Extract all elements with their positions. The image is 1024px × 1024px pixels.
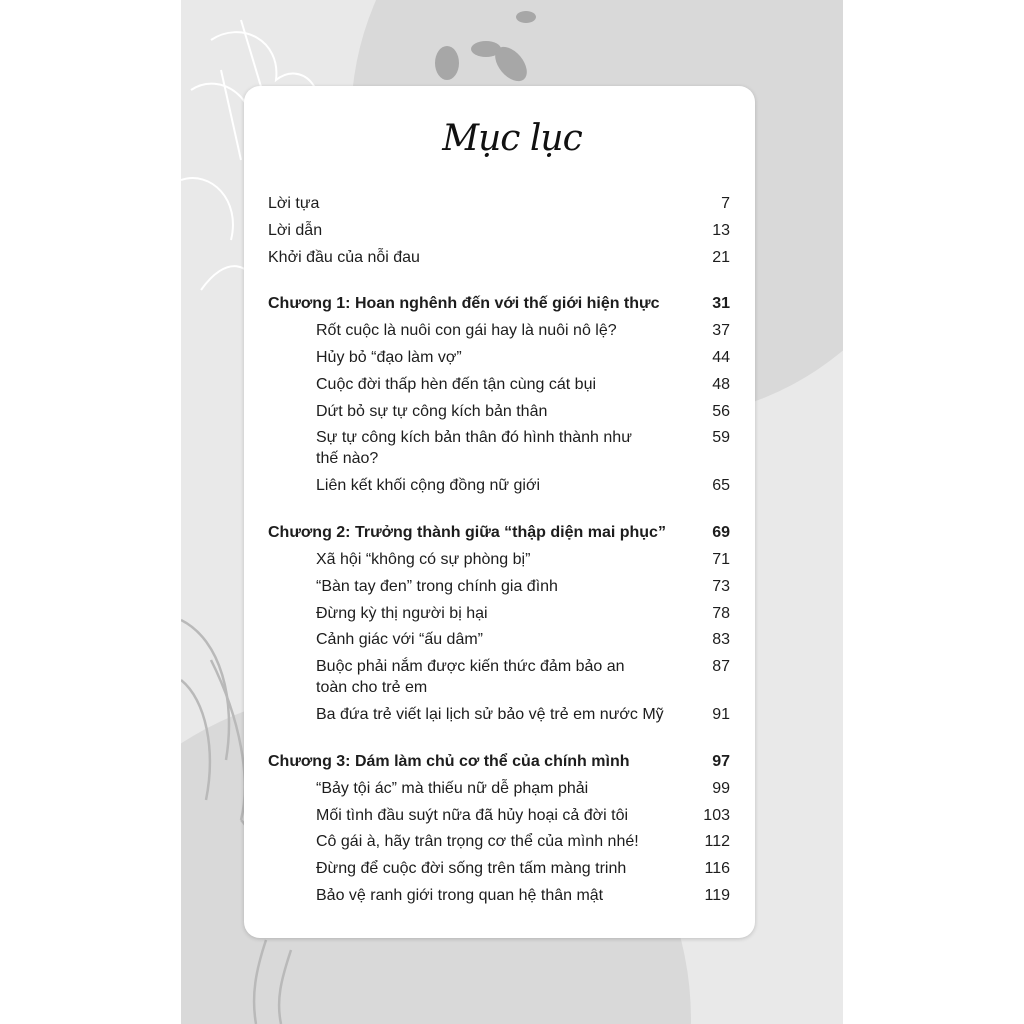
toc-page-number: 31 (712, 295, 730, 313)
toc-page-number: 78 (712, 604, 730, 622)
toc-entry-title: Mối tình đầu suýt nữa đã hủy hoại cả đời tôi (316, 806, 629, 824)
toc-entry-title: “Bảy tội ác” mà thiếu nữ dễ phạm phải (316, 779, 589, 797)
toc-page-number: 13 (712, 221, 730, 239)
toc-page-number: 7 (721, 195, 730, 212)
toc-page-number: 91 (712, 706, 730, 724)
toc-entry-title-continued: toàn cho trẻ em (316, 679, 428, 697)
toc-entry-title: Rốt cuộc là nuôi con gái hay là nuôi nô lệ? (316, 322, 617, 340)
toc-page-number: 87 (712, 658, 730, 676)
toc-entry-title: Lời tựa (268, 195, 320, 212)
toc-page-number: 73 (712, 577, 730, 595)
toc-entry-title: Liên kết khối cộng đồng nữ giới (316, 477, 541, 495)
toc-entry-title: Chương 2: Trưởng thành giữa “thập diện mai phục” (268, 524, 666, 542)
toc-page-number: 56 (712, 402, 730, 420)
toc-page-number: 112 (704, 833, 730, 851)
toc-entry-title: Đừng để cuộc đời sống trên tấm màng trinh (316, 860, 627, 878)
toc-page-number: 83 (712, 631, 730, 649)
toc-entry-title: Cuộc đời thấp hèn đến tận cùng cát bụi (316, 375, 597, 393)
toc-entry-title: Đừng kỳ thị người bị hại (316, 604, 488, 622)
toc-entry-title: Bảo vệ ranh giới trong quan hệ thân mật (316, 887, 604, 904)
toc-entry-title: “Bàn tay đen” trong chính gia đình (316, 577, 558, 595)
toc-page-number: 103 (703, 806, 730, 824)
toc-page-number: 48 (712, 375, 730, 393)
toc-entry-title: Ba đứa trẻ viết lại lịch sử bảo vệ trẻ em nước Mỹ (316, 706, 664, 724)
toc-entry-title: Buộc phải nắm được kiến thức đảm bảo an (316, 658, 625, 676)
toc-entry-title: Cảnh giác với “ấu dâm” (316, 631, 484, 649)
toc-page-number: 119 (704, 887, 730, 904)
toc-entry-title: Khởi đầu của nỗi đau (268, 248, 420, 266)
toc-entry-title: Chương 1: Hoan nghênh đến với thế giới hiện thực (268, 295, 660, 313)
toc-page-number: 37 (712, 322, 730, 340)
toc-page-number: 69 (712, 524, 730, 542)
toc-page-number: 97 (712, 753, 730, 770)
toc-page-number: 116 (704, 860, 730, 878)
toc-entry-title: Sự tự công kích bản thân đó hình thành như (316, 429, 632, 447)
toc-entry-title: Cô gái à, hãy trân trọng cơ thể của mình nhé! (316, 833, 639, 851)
toc-entry-title: Xã hội “không có sự phòng bị” (316, 551, 531, 568)
toc-entry-title: Chương 3: Dám làm chủ cơ thể của chính mình (268, 753, 630, 770)
toc-entry-title-continued: thế nào? (316, 450, 379, 468)
toc-page-number: 44 (712, 349, 730, 366)
page-title: Mục lục (442, 118, 582, 159)
toc-page-number: 65 (712, 477, 730, 495)
toc-entry-title: Hủy bỏ “đạo làm vợ” (316, 349, 462, 366)
toc-entry-title: Dứt bỏ sự tự công kích bản thân (316, 402, 548, 420)
toc-page-number: 59 (712, 429, 730, 447)
toc-page-number: 99 (712, 779, 730, 797)
toc-page-number: 71 (712, 551, 730, 568)
toc-entry-title: Lời dẫn (268, 221, 323, 239)
toc-page-number: 21 (712, 248, 730, 266)
